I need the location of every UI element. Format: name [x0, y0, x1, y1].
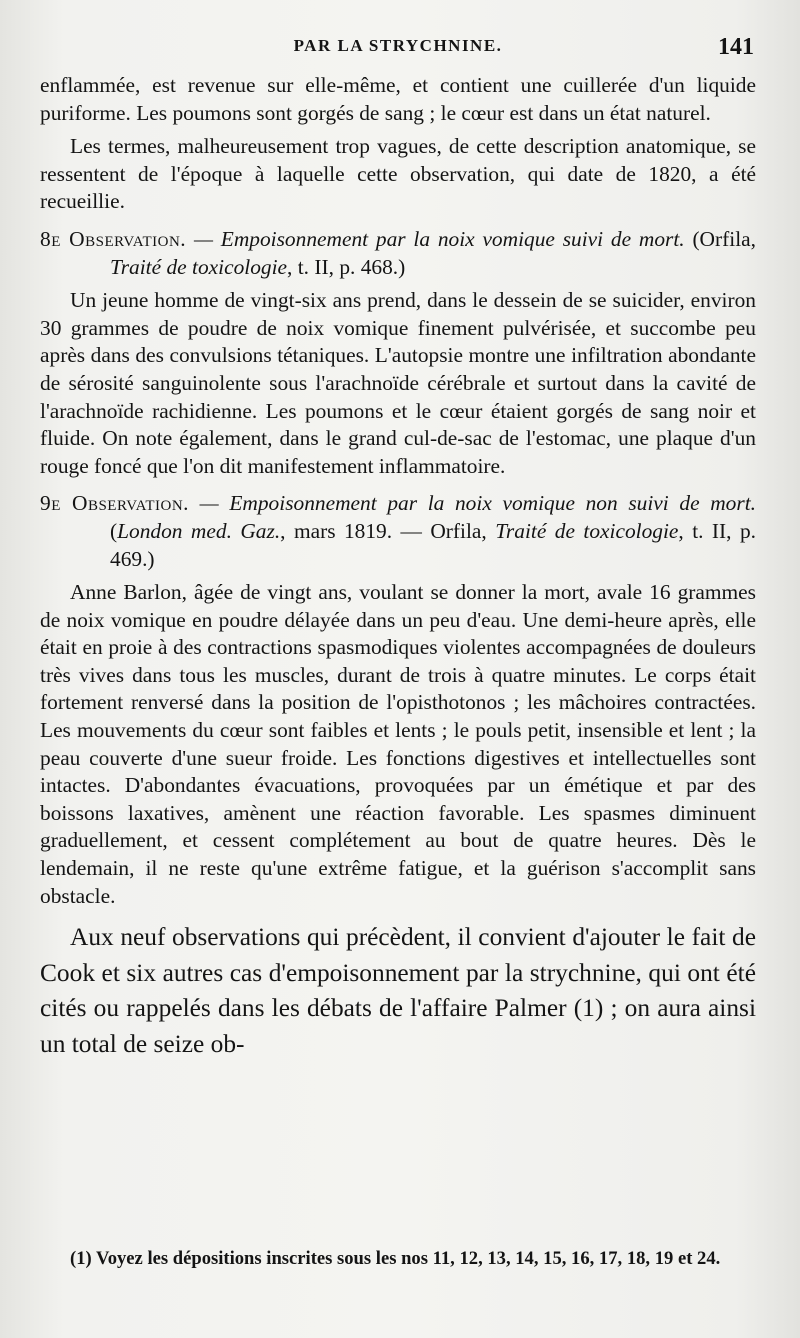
- observation-9-text: Anne Barlon, âgée de vingt ans, voulant se donner la mort, avale 16 grammes de noix vomique en poudre délayée dans un peu d'eau. Une demi-heure après, elle était en proie à des contractions spasmodiques violentes accompagnées de douleurs très vives dans tous les muscles, durant de trois à quatre minutes. Le corps était fortement renversé dans la position de l'opisthotonos ; les mâchoires contractées. Les mouvements du cœur sont faibles et lents ; le pouls petit, insensible et lent ; la peau couverte d'une sueur froide. Les fonctions digestives et intellectuelles sont intactes. D'abondantes évacuations, provoquées par un émétique et par des boissons laxatives, amènent une réaction favorable. Les spasmes diminuent graduellement, et cessent complétement au bout de quatre heures. Dès le lendemain, il ne reste qu'une extrême fatigue, et la guérison s'accomplit sans obstacle.: [40, 580, 756, 908]
- body-text: [40, 72, 756, 1063]
- paragraph-commentary: Les termes, malheureusement trop vagues, de cette description anatomique, se ressentent de l'époque à laquelle cette observation, qui date de 1820, a été recueillie.: [40, 134, 756, 214]
- observation-9-title: — Empoisonnement par la noix vomique non suivi de mort.: [199, 491, 756, 516]
- observation-8-source-open: (Orfila,: [692, 226, 756, 251]
- footnote-text: (1) Voyez les dépositions inscrites sous les nos 11, 12, 13, 14, 15, 16, 17, 18, 19 et 24.: [70, 1248, 721, 1269]
- observation-8-label: 8e Observation.: [40, 226, 187, 251]
- observation-8-text: Un jeune homme de vingt-six ans prend, dans le dessein de se suicider, environ 30 grammes de poudre de noix vomique finement pulvérisée, et succombe peu après dans des convulsions tétaniques. L'autopsie montre une infiltration abondante de sérosité sanguinolente sous l'arachnoïde cérébrale et surtout dans la cavité de l'arachnoïde rachidienne. Les poumons et le cœur étaient gorgés de sang noir et fluide. On note également, dans le grand cul-de-sac de l'estomac, une plaque d'un rouge foncé que l'on dit manifestement inflammatoire.: [40, 288, 756, 478]
- observation-8-title: — Empoisonnement par la noix vomique suivi de mort.: [193, 226, 685, 251]
- observation-9-source-journal: London med. Gaz.: [117, 518, 281, 543]
- observation-9-heading: [40, 490, 756, 573]
- observation-9-source-close: , t. II, p. 469.): [110, 518, 756, 571]
- page-number: 141: [718, 34, 754, 60]
- observation-9-source-mid: , mars 1819. — Orfila,: [280, 518, 496, 543]
- paragraph-continued: enflammée, est revenue sur elle-même, et contient une cuillerée d'un liquide puriforme. Les poumons sont gorgés de sang ; le cœur est dans un état naturel.: [40, 73, 756, 125]
- observation-9-source-work: Traité de toxicologie: [495, 518, 679, 543]
- footnote: [40, 1246, 756, 1272]
- running-head: PAR LA STRYCHNINE.: [293, 36, 503, 55]
- observation-9-source-open: (: [110, 518, 118, 543]
- page-header: [38, 34, 758, 64]
- observation-8-heading: [40, 226, 756, 281]
- observation-8-source-work: Traité de toxicologie: [110, 254, 288, 279]
- observation-9-label: 9e Observation.: [40, 491, 190, 516]
- observation-8-source-close: , t. II, p. 468.): [287, 254, 406, 279]
- conclusion-paragraph: Aux neuf observations qui précèdent, il convient d'ajouter le fait de Cook et six autres cas d'empoisonnement par la strychnine, qui ont été cités ou rappelés dans les débats de l'affaire Palmer (1) ; on aura ainsi un total de seize ob-: [40, 923, 756, 1058]
